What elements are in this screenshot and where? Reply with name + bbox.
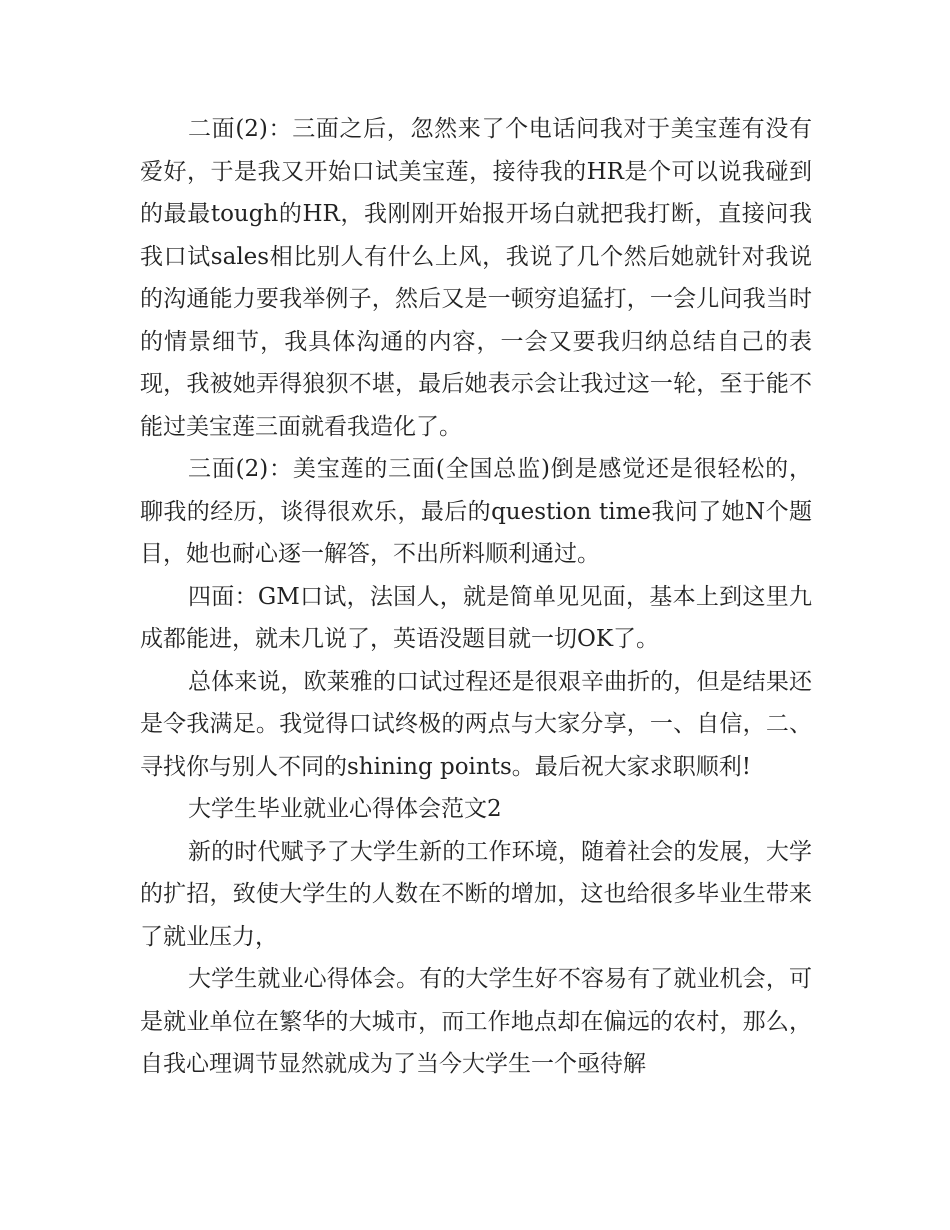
document-body (140, 108, 812, 1086)
paragraph-second-interview: 二面(2)：三面之后，忽然来了个电话问我对于美宝莲有没有爱好，于是我又开始口试美宝莲，接待我的HR是个可以说我碰到的最最tough的HR，我刚刚开始报开场白就把我打断，直接问我我口试sales相比别人有什么上风，我说了几个然后她就针对我说的沟通能力要我举例子，然后又是一顿穷追猛打，一会儿问我当时的情景细节，我具体沟通的内容，一会又要我归纳总结自己的表现，我被她弄得狼狈不堪，最后她表示会让我过这一轮，至于能不能过美宝莲三面就看我造化了。 (140, 116, 812, 440)
paragraph-third-interview: 三面(2)：美宝莲的三面(全国总监)倒是感觉还是很轻松的，聊我的经历，谈得很欢乐，最后的question time我问了她N个题目，她也耐心逐一解答，不出所料顺利通过。 (140, 456, 812, 567)
section-heading: 大学生毕业就业心得体会范文2 (188, 796, 502, 822)
paragraph-summary: 总体来说，欧莱雅的口试过程还是很艰辛曲折的，但是结果还是令我满足。我觉得口试终极的两点与大家分享，一、自信，二、寻找你与别人不同的shining points。最后祝大家求职顺利! (140, 668, 812, 780)
paragraph-new-era: 新的时代赋予了大学生新的工作环境，随着社会的发展，大学的扩招，致使大学生的人数在不断的增加，这也给很多毕业生带来了就业压力， (140, 838, 812, 950)
paragraph-fourth-interview: 四面：GM口试，法国人，就是简单见见面，基本上到这里九成都能进，就未几说了，英语没题目就一切OK了。 (140, 583, 812, 652)
paragraph-employment: 大学生就业心得体会。有的大学生好不容易有了就业机会，可是就业单位在繁华的大城市，而工作地点却在偏远的农村，那么，自我心理调节显然就成为了当今大学生一个亟待解 (140, 966, 812, 1077)
